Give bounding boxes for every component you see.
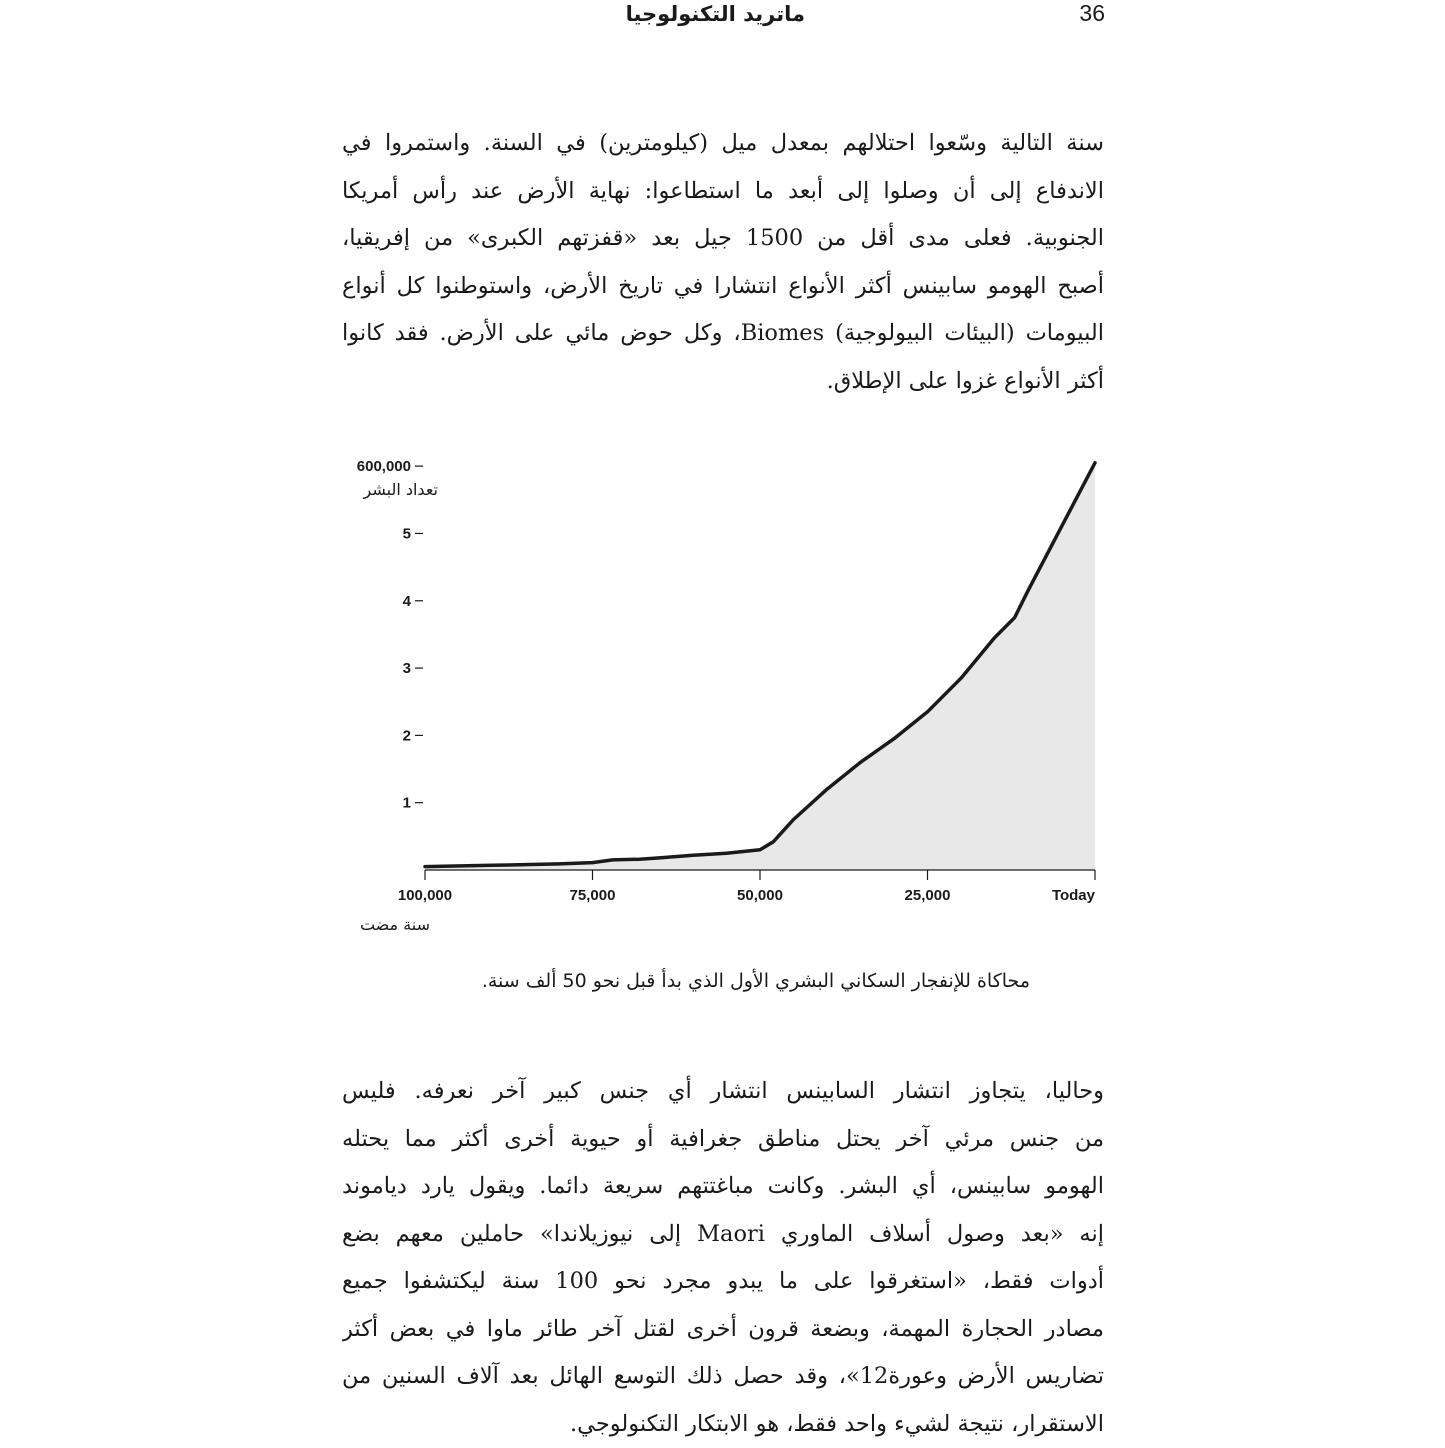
paragraph-line: أصبح الهومو سابينس أكثر الأنواع انتشارا في تاريخ الأرض، واستوطنوا كل أنواع	[342, 263, 1104, 311]
x-tick-label: 50,000	[737, 887, 783, 904]
x-tick-label: 25,000	[905, 887, 951, 904]
paragraph-line: الهومو سابينس، أي البشر. وكانت مباغتتهم سريعة دائما. ويقول يارد دياموند	[342, 1163, 1104, 1211]
paragraph-line: الاستقرار، نتيجة لشيء واحد فقط، هو الابتكار التكنولوجي.	[342, 1401, 1104, 1448]
page-number: 36	[1060, 0, 1105, 30]
population-area	[425, 463, 1095, 870]
x-tick-label: 100,000	[398, 887, 452, 904]
paragraph-line: وحاليا، يتجاوز انتشار السابينس انتشار أي جنس كبير آخر نعرفه. فليس	[342, 1068, 1104, 1116]
paragraph-1	[342, 120, 1104, 405]
paragraph-line: الجنوبية. فعلى مدى أقل من 1500 جيل بعد «قفزتهم الكبرى» من إفريقيا،	[342, 215, 1104, 263]
y-tick-label: 600,000	[357, 458, 411, 475]
paragraph-line: إنه «بعد وصول أسلاف الماوري Maori إلى نيوزيلاندا» حاملين معهم بضع	[342, 1211, 1104, 1259]
running-header-title: ماتريد التكنولوجيا	[600, 0, 805, 30]
figure-caption: محاكاة للإنفجار السكاني البشري الأول الذي بدأ قبل نحو 50 ألف سنة.	[380, 965, 1030, 999]
paragraph-line: تضاريس الأرض وعورة12»، وقد حصل ذلك التوسع الهائل بعد آلاف السنين من	[342, 1353, 1104, 1401]
population-chart	[330, 445, 1120, 955]
paragraph-line: من جنس مرئي آخر يحتل مناطق جغرافية أو حيوية أخرى أكثر مما يحتله	[342, 1116, 1104, 1164]
y-tick-label: 1	[403, 795, 411, 812]
y-tick-label: 3	[403, 660, 411, 677]
y-tick-label: 2	[403, 727, 411, 744]
paragraph-line: أكثر الأنواع غزوا على الإطلاق.	[342, 358, 1104, 406]
paragraph-line: أدوات فقط، «استغرقوا على ما يبدو مجرد نحو 100 سنة ليكتشفوا جميع	[342, 1258, 1104, 1306]
y-axis-label: تعداد البشر	[363, 480, 438, 500]
paragraph-line: البيومات (البيئات البيولوجية) Biomes، وكل حوض مائي على الأرض. فقد كانوا	[342, 310, 1104, 358]
paragraph-2	[342, 1068, 1104, 1448]
y-tick-label: 5	[403, 525, 411, 542]
x-axis-label: سنة مضت	[360, 915, 430, 934]
x-tick-label: Today	[1052, 887, 1096, 904]
population-chart-svg	[330, 445, 1120, 955]
x-tick-label: 75,000	[570, 887, 616, 904]
paragraph-line: سنة التالية وسّعوا احتلالهم بمعدل ميل (كيلومترين) في السنة. واستمروا في	[342, 120, 1104, 168]
paragraph-line: مصادر الحجارة المهمة، وبضعة قرون أخرى لقتل آخر طائر ماوا في بعض أكثر	[342, 1306, 1104, 1354]
paragraph-line: الاندفاع إلى أن وصلوا إلى أبعد ما استطاعوا: نهاية الأرض عند رأس أمريكا	[342, 168, 1104, 216]
y-tick-label: 4	[403, 593, 412, 610]
